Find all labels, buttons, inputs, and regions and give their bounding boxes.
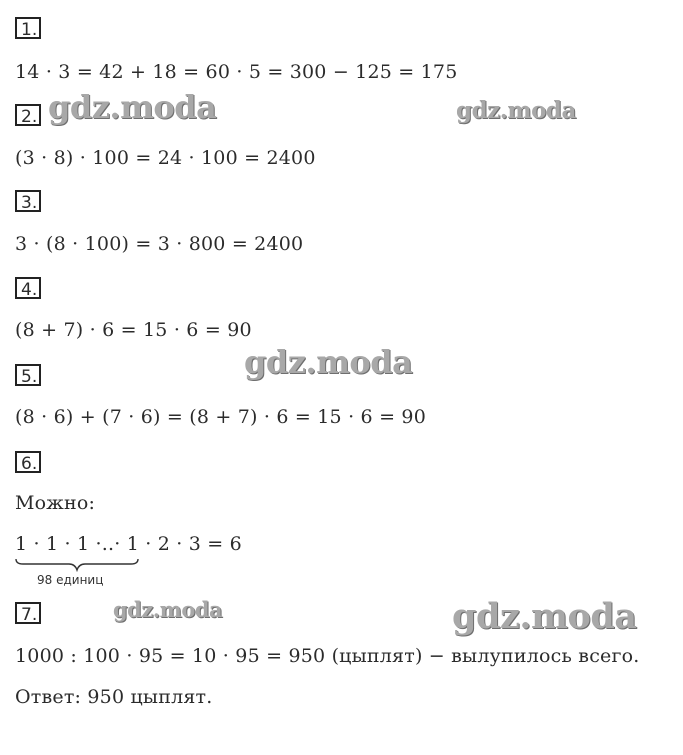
watermark-logo: gdz.moda bbox=[113, 597, 223, 622]
task-2-expression: (3 · 8) · 100 = 24 · 100 = 2400 bbox=[15, 147, 316, 169]
task-1-expression: 14 · 3 = 42 + 18 = 60 · 5 = 300 − 125 = 175 bbox=[15, 61, 458, 83]
task-3-expression: 3 · (8 · 100) = 3 · 800 = 2400 bbox=[15, 233, 304, 255]
task-number-6: 6. bbox=[15, 451, 41, 473]
task-5-expression: (8 · 6) + (7 · 6) = (8 + 7) · 6 = 15 · 6 = 90 bbox=[15, 406, 427, 428]
task-7-answer: Ответ: 950 цыплят. bbox=[15, 686, 213, 708]
watermark-logo: gdz.moda bbox=[244, 343, 413, 381]
task-6-intro: Можно: bbox=[15, 492, 96, 514]
task-number-3: 3. bbox=[15, 190, 41, 212]
brace-label: 98 единиц bbox=[37, 573, 104, 587]
task-6-rest: · 2 · 3 = 6 bbox=[139, 533, 242, 555]
watermark-logo: gdz.moda bbox=[452, 596, 637, 637]
task-7-expression: 1000 : 100 · 95 = 10 · 95 = 950 (цыплят) − вылупилось всего. bbox=[15, 645, 640, 667]
task-number-5: 5. bbox=[15, 364, 41, 386]
task-number-4: 4. bbox=[15, 277, 41, 299]
task-6-expression bbox=[15, 532, 242, 587]
braced-product: 1 · 1 · 1 ·..· 1 bbox=[15, 533, 140, 555]
watermark-logo: gdz.moda bbox=[456, 97, 576, 124]
task-number-7: 7. bbox=[15, 602, 41, 624]
underbrace-icon bbox=[15, 558, 139, 572]
watermark-logo: gdz.moda bbox=[48, 88, 217, 126]
task-number-2: 2. bbox=[15, 104, 41, 126]
task-number-1: 1. bbox=[15, 17, 41, 39]
task-4-expression: (8 + 7) · 6 = 15 · 6 = 90 bbox=[15, 319, 252, 341]
